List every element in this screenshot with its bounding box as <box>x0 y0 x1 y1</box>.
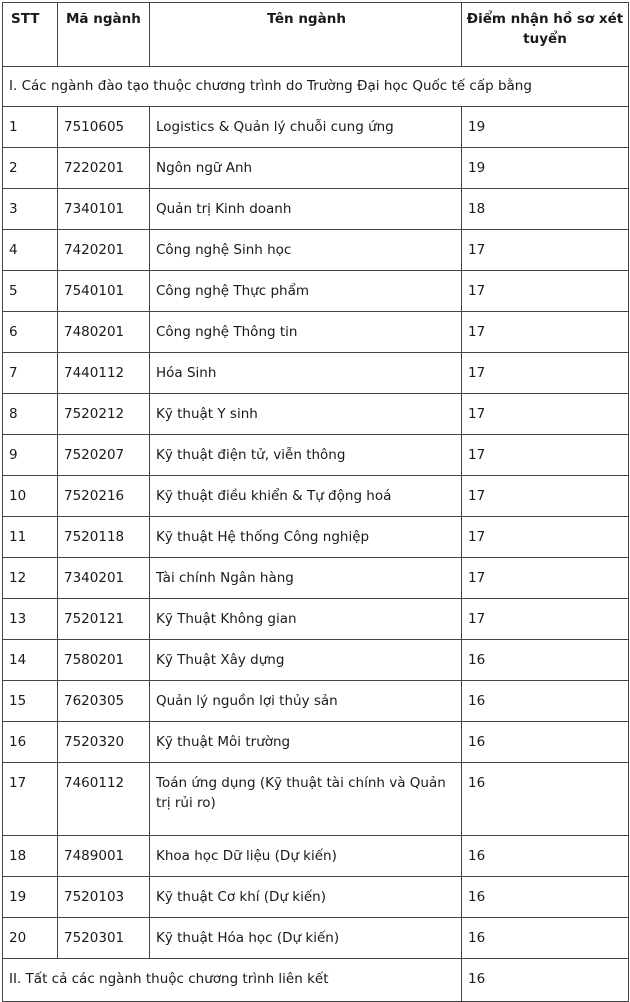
cell-name: Kỹ thuật Cơ khí (Dự kiến) <box>150 877 462 918</box>
cell-score: 19 <box>462 148 629 189</box>
cell-score: 16 <box>462 877 629 918</box>
cell-code: 7420201 <box>58 230 150 271</box>
cell-code: 7580201 <box>58 640 150 681</box>
cell-code: 7520216 <box>58 476 150 517</box>
cell-name: Khoa học Dữ liệu (Dự kiến) <box>150 836 462 877</box>
header-score: Điểm nhận hồ sơ xét tuyển <box>462 3 629 67</box>
cell-stt: 16 <box>3 722 58 763</box>
cell-stt: 14 <box>3 640 58 681</box>
section-1-row <box>3 67 629 107</box>
cell-score: 16 <box>462 681 629 722</box>
cell-stt: 20 <box>3 918 58 959</box>
table-row <box>3 599 629 640</box>
cell-stt: 12 <box>3 558 58 599</box>
table-row <box>3 517 629 558</box>
table-row <box>3 558 629 599</box>
table-row <box>3 722 629 763</box>
cell-score: 17 <box>462 435 629 476</box>
cell-code: 7510605 <box>58 107 150 148</box>
cell-name: Kỹ thuật điều khiển & Tự động hoá <box>150 476 462 517</box>
table-row <box>3 353 629 394</box>
cell-name: Kỹ thuật Hệ thống Công nghiệp <box>150 517 462 558</box>
cell-stt: 3 <box>3 189 58 230</box>
cell-code: 7489001 <box>58 836 150 877</box>
cell-score: 17 <box>462 476 629 517</box>
cell-name: Kỹ thuật Hóa học (Dự kiến) <box>150 918 462 959</box>
cell-score: 17 <box>462 599 629 640</box>
cell-code: 7520301 <box>58 918 150 959</box>
cell-name: Kỹ Thuật Không gian <box>150 599 462 640</box>
cell-code: 7520212 <box>58 394 150 435</box>
cell-name: Quản lý nguồn lợi thủy sản <box>150 681 462 722</box>
cell-score: 16 <box>462 640 629 681</box>
cell-stt: 2 <box>3 148 58 189</box>
table-row <box>3 877 629 918</box>
table-row <box>3 476 629 517</box>
cell-code: 7540101 <box>58 271 150 312</box>
table-row <box>3 148 629 189</box>
table-row <box>3 836 629 877</box>
cell-name: Tài chính Ngân hàng <box>150 558 462 599</box>
cell-score: 18 <box>462 189 629 230</box>
section-2-row <box>3 959 629 1002</box>
cell-code: 7520207 <box>58 435 150 476</box>
cell-name: Công nghệ Thực phẩm <box>150 271 462 312</box>
cell-name: Kỹ thuật điện tử, viễn thông <box>150 435 462 476</box>
cell-stt: 1 <box>3 107 58 148</box>
cell-stt: 17 <box>3 763 58 836</box>
section-2-title: II. Tất cả các ngành thuộc chương trình liên kết <box>3 959 462 1002</box>
cell-name: Kỹ thuật Môi trường <box>150 722 462 763</box>
cell-code: 7620305 <box>58 681 150 722</box>
cell-code: 7520121 <box>58 599 150 640</box>
cell-stt: 6 <box>3 312 58 353</box>
cell-score: 19 <box>462 107 629 148</box>
cell-stt: 19 <box>3 877 58 918</box>
cell-stt: 7 <box>3 353 58 394</box>
cell-score: 16 <box>462 836 629 877</box>
cell-code: 7220201 <box>58 148 150 189</box>
cell-code: 7440112 <box>58 353 150 394</box>
table-row <box>3 189 629 230</box>
cell-name: Công nghệ Sinh học <box>150 230 462 271</box>
cell-name: Logistics & Quản lý chuỗi cung ứng <box>150 107 462 148</box>
table-row <box>3 640 629 681</box>
cell-name: Hóa Sinh <box>150 353 462 394</box>
cell-code: 7480201 <box>58 312 150 353</box>
table-row <box>3 312 629 353</box>
cell-name: Kỹ thuật Y sinh <box>150 394 462 435</box>
cell-code: 7460112 <box>58 763 150 836</box>
header-name: Tên ngành <box>150 3 462 67</box>
section-1-title: I. Các ngành đào tạo thuộc chương trình do Trường Đại học Quốc tế cấp bằng <box>3 67 629 107</box>
cell-stt: 15 <box>3 681 58 722</box>
cell-stt: 13 <box>3 599 58 640</box>
cell-code: 7520118 <box>58 517 150 558</box>
cell-stt: 9 <box>3 435 58 476</box>
cell-stt: 10 <box>3 476 58 517</box>
admission-score-table <box>2 2 629 1002</box>
cell-score: 16 <box>462 763 629 836</box>
section-2-score: 16 <box>462 959 629 1002</box>
cell-score: 17 <box>462 558 629 599</box>
table-row <box>3 271 629 312</box>
cell-score: 17 <box>462 312 629 353</box>
cell-name: Toán ứng dụng (Kỹ thuật tài chính và Quản trị rủi ro) <box>150 763 462 836</box>
table-row <box>3 681 629 722</box>
table-row <box>3 394 629 435</box>
table-row <box>3 763 629 836</box>
cell-score: 17 <box>462 230 629 271</box>
table-header-row <box>3 3 629 67</box>
cell-code: 7520320 <box>58 722 150 763</box>
cell-code: 7520103 <box>58 877 150 918</box>
table-row <box>3 435 629 476</box>
table-row <box>3 230 629 271</box>
cell-code: 7340201 <box>58 558 150 599</box>
cell-score: 17 <box>462 353 629 394</box>
cell-score: 16 <box>462 918 629 959</box>
header-stt: STT <box>3 3 58 67</box>
cell-stt: 11 <box>3 517 58 558</box>
cell-score: 16 <box>462 722 629 763</box>
cell-score: 17 <box>462 271 629 312</box>
cell-stt: 18 <box>3 836 58 877</box>
cell-score: 17 <box>462 394 629 435</box>
cell-stt: 8 <box>3 394 58 435</box>
cell-name: Công nghệ Thông tin <box>150 312 462 353</box>
table-row <box>3 107 629 148</box>
cell-name: Ngôn ngữ Anh <box>150 148 462 189</box>
cell-name: Quản trị Kinh doanh <box>150 189 462 230</box>
header-code: Mã ngành <box>58 3 150 67</box>
cell-stt: 5 <box>3 271 58 312</box>
cell-stt: 4 <box>3 230 58 271</box>
table-row <box>3 918 629 959</box>
cell-score: 17 <box>462 517 629 558</box>
cell-name: Kỹ Thuật Xây dựng <box>150 640 462 681</box>
cell-code: 7340101 <box>58 189 150 230</box>
